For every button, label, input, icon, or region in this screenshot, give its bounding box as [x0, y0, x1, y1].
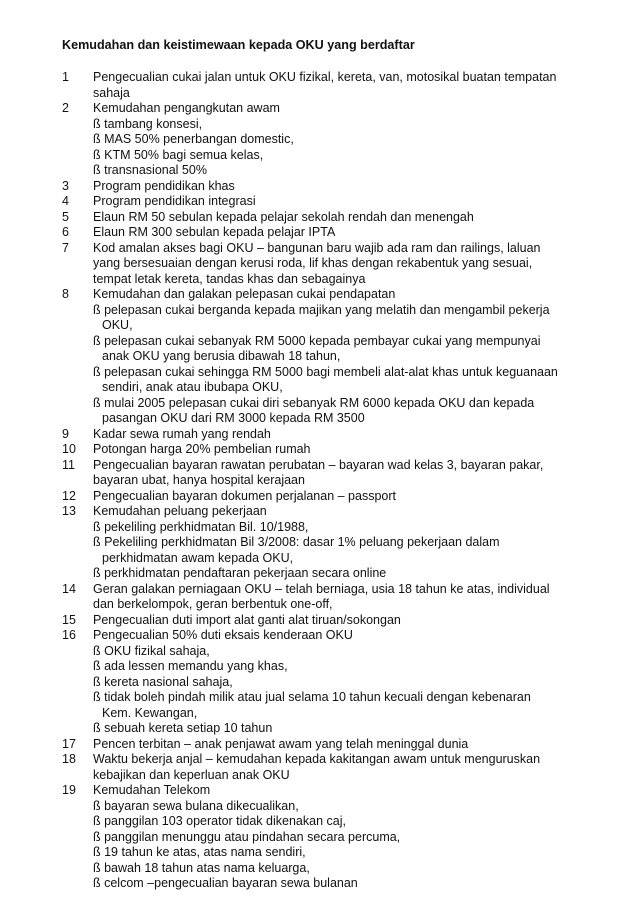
- sub-item: [93, 132, 582, 148]
- sub-item: [93, 675, 582, 691]
- item-number: 14: [62, 581, 76, 596]
- item-number: 13: [62, 504, 76, 518]
- sub-item-continuation: OKU,: [102, 318, 133, 332]
- sub-item-continuation: Kem. Kewangan,: [102, 705, 198, 720]
- list-item: [62, 210, 582, 226]
- sub-item: [93, 365, 582, 396]
- item-text-line: Pengecualian cukai jalan untuk OKU fizikal, kereta, van, motosikal buatan tempatan: [93, 70, 557, 84]
- sub-item-text: ß ada lessen memandu yang khas,: [93, 659, 288, 673]
- sub-item: [93, 117, 582, 133]
- sub-item-text: ß tambang konsesi,: [93, 116, 203, 131]
- item-text-line: Kadar sewa rumah yang rendah: [93, 426, 271, 441]
- sub-item-continuation: anak OKU yang berusia dibawah 18 tahun,: [102, 349, 341, 363]
- list-item: [62, 194, 582, 210]
- item-body: [93, 210, 582, 226]
- item-number: 15: [62, 612, 76, 627]
- sub-item-text: ß transnasional 50%: [93, 163, 207, 177]
- item-body: [93, 70, 582, 101]
- list-item: [62, 628, 582, 737]
- item-text-line: Kemudahan dan galakan pelepasan cukai pendapatan: [93, 287, 396, 301]
- list-item: [62, 70, 582, 101]
- sub-item: [93, 148, 582, 164]
- sub-item: [93, 799, 582, 815]
- item-text-line: Pencen terbitan – anak penjawat awam yang telah meninggal dunia: [93, 736, 469, 751]
- item-body: [93, 582, 582, 613]
- item-text-line: tempat letak kereta, tandas khas dan sebagainya: [93, 271, 366, 286]
- item-body: [93, 458, 582, 489]
- list-item: [62, 582, 582, 613]
- sub-item: [93, 334, 582, 365]
- item-body: [93, 783, 582, 892]
- item-text-line: Geran galakan perniagaan OKU – telah berniaga, usia 18 tahun ke atas, individual: [93, 581, 550, 596]
- sub-item: [93, 690, 582, 721]
- sub-item: [93, 303, 582, 334]
- sub-item-text: ß panggilan menunggu atau pindahan secara percuma,: [93, 829, 401, 844]
- item-number: 17: [62, 736, 76, 751]
- sub-item-text: ß sebuah kereta setiap 10 tahun: [93, 721, 273, 735]
- item-text-line: Kemudahan pengangkutan awam: [93, 101, 280, 115]
- item-text-line: yang bersesuaian dengan kerusi roda, lif khas dengan rekabentuk yang sesuai,: [93, 256, 533, 270]
- list-item: [62, 613, 582, 629]
- list-item: [62, 737, 582, 753]
- sub-item-text: ß tidak boleh pindah milik atau jual selama 10 tahun kecuali dengan kebenaran: [93, 690, 531, 704]
- item-body: [93, 737, 582, 753]
- sub-item-text: ß OKU fizikal sahaja,: [93, 643, 210, 658]
- list-item: [62, 504, 582, 582]
- sub-item-text: ß 19 tahun ke atas, atas nama sendiri,: [93, 845, 306, 859]
- item-text-line: Program pendidikan integrasi: [93, 194, 256, 208]
- item-number: 18: [62, 752, 76, 766]
- sub-item: [93, 659, 582, 675]
- list-item: [62, 489, 582, 505]
- item-text-line: Kemudahan peluang pekerjaan: [93, 504, 267, 518]
- item-text-line: Kod amalan akses bagi OKU – bangunan baru wajib ada ram dan railings, laluan: [93, 240, 541, 255]
- sub-item: [93, 566, 582, 582]
- item-text-line: Pengecualian 50% duti eksais kenderaan OKU: [93, 628, 353, 642]
- sub-item-text: ß mulai 2005 pelepasan cukai diri sebanyak RM 6000 kepada OKU dan kepada: [93, 395, 535, 410]
- item-number: 9: [62, 426, 69, 441]
- benefits-list: [62, 70, 582, 892]
- sub-item: [93, 845, 582, 861]
- sub-item-text: ß panggilan 103 operator tidak dikenakan caj,: [93, 814, 346, 828]
- item-body: [93, 504, 582, 582]
- item-text-line: dan berkelompok, geran berbentuk one-off,: [93, 597, 333, 611]
- list-item: [62, 101, 582, 179]
- sub-item: [93, 830, 582, 846]
- item-body: [93, 287, 582, 427]
- sub-item-continuation: perkhidmatan awam kepada OKU,: [102, 550, 294, 565]
- sub-item: [93, 861, 582, 877]
- item-body: [93, 442, 582, 458]
- sub-item: [93, 535, 582, 566]
- item-number: 10: [62, 442, 76, 456]
- item-text-line: Pengecualian bayaran dokumen perjalanan – passport: [93, 488, 396, 503]
- sub-item-continuation: sendiri, anak atau ibubapa OKU,: [102, 380, 283, 394]
- list-item: [62, 442, 582, 458]
- item-text-line: Pengecualian duti import alat ganti alat tiruan/sokongan: [93, 612, 401, 627]
- item-body: [93, 752, 582, 783]
- list-item: [62, 225, 582, 241]
- item-text-line: Elaun RM 300 sebulan kepada pelajar IPTA: [93, 225, 336, 239]
- item-body: [93, 628, 582, 737]
- sub-item-text: ß bayaran sewa bulana dikecualikan,: [93, 798, 299, 813]
- page-title: Kemudahan dan keistimewaan kepada OKU yang berdaftar: [62, 38, 415, 52]
- sub-item-text: ß MAS 50% penerbangan domestic,: [93, 132, 294, 146]
- item-body: [93, 225, 582, 241]
- item-number: 4: [62, 194, 69, 208]
- sub-item-text: ß perkhidmatan pendaftaran pekerjaan secara online: [93, 566, 387, 580]
- sub-item: [93, 644, 582, 660]
- sub-item: [93, 163, 582, 179]
- sub-item-text: ß kereta nasional sahaja,: [93, 674, 233, 689]
- item-body: [93, 241, 582, 288]
- item-number: 8: [62, 287, 69, 301]
- item-text-line: Kemudahan Telekom: [93, 783, 211, 797]
- item-text-line: sahaja: [93, 85, 130, 100]
- sub-item: [93, 396, 582, 427]
- item-text-line: kebajikan dan keperluan anak OKU: [93, 767, 290, 782]
- sub-item: [93, 520, 582, 536]
- list-item: [62, 458, 582, 489]
- item-text-line: Program pendidikan khas: [93, 178, 235, 193]
- list-item: [62, 752, 582, 783]
- item-number: 1: [62, 70, 69, 84]
- sub-item-text: ß pelepasan cukai sebanyak RM 5000 kepada pembayar cukai yang mempunyai: [93, 333, 541, 348]
- list-item: [62, 179, 582, 195]
- item-number: 7: [62, 240, 69, 255]
- document-page: [62, 38, 582, 892]
- item-number: 6: [62, 225, 69, 239]
- item-text-line: bayaran ubat, hanya hospital kerajaan: [93, 473, 305, 487]
- sub-item-text: ß KTM 50% bagi semua kelas,: [93, 147, 264, 162]
- item-body: [93, 489, 582, 505]
- sub-item-continuation: pasangan OKU dari RM 3000 kepada RM 3500: [102, 411, 365, 425]
- sub-item-text: ß bawah 18 tahun atas nama keluarga,: [93, 860, 310, 875]
- sub-item-text: ß pelepasan cukai berganda kepada majikan yang melatih dan mengambil pekerja: [93, 302, 550, 317]
- item-body: [93, 101, 582, 179]
- sub-item-text: ß celcom –pengecualian bayaran sewa bulanan: [93, 876, 358, 890]
- item-number: 12: [62, 488, 76, 503]
- item-text-line: Potongan harga 20% pembelian rumah: [93, 442, 311, 456]
- item-text-line: Elaun RM 50 sebulan kepada pelajar sekolah rendah dan menengah: [93, 209, 474, 224]
- item-body: [93, 427, 582, 443]
- list-item: [62, 427, 582, 443]
- sub-item-text: ß pekeliling perkhidmatan Bil. 10/1988,: [93, 519, 309, 534]
- item-number: 19: [62, 783, 76, 797]
- sub-item-text: ß Pekeliling perkhidmatan Bil 3/2008: dasar 1% peluang pekerjaan dalam: [93, 535, 500, 549]
- list-item: [62, 287, 582, 427]
- item-number: 11: [62, 457, 75, 472]
- list-item: [62, 241, 582, 288]
- item-text-line: Pengecualian bayaran rawatan perubatan – bayaran wad kelas 3, bayaran pakar,: [93, 457, 544, 472]
- sub-item: [93, 876, 582, 892]
- item-text-line: Waktu bekerja anjal – kemudahan kepada kakitangan awam untuk menguruskan: [93, 752, 541, 766]
- item-number: 5: [62, 209, 69, 224]
- item-body: [93, 613, 582, 629]
- sub-item: [93, 814, 582, 830]
- item-number: 16: [62, 628, 76, 642]
- item-body: [93, 194, 582, 210]
- sub-item-text: ß pelepasan cukai sehingga RM 5000 bagi membeli alat-alat khas untuk keguanaan: [93, 364, 558, 379]
- item-number: 3: [62, 178, 69, 193]
- item-body: [93, 179, 582, 195]
- list-item: [62, 783, 582, 892]
- item-number: 2: [62, 101, 69, 115]
- sub-item: [93, 721, 582, 737]
